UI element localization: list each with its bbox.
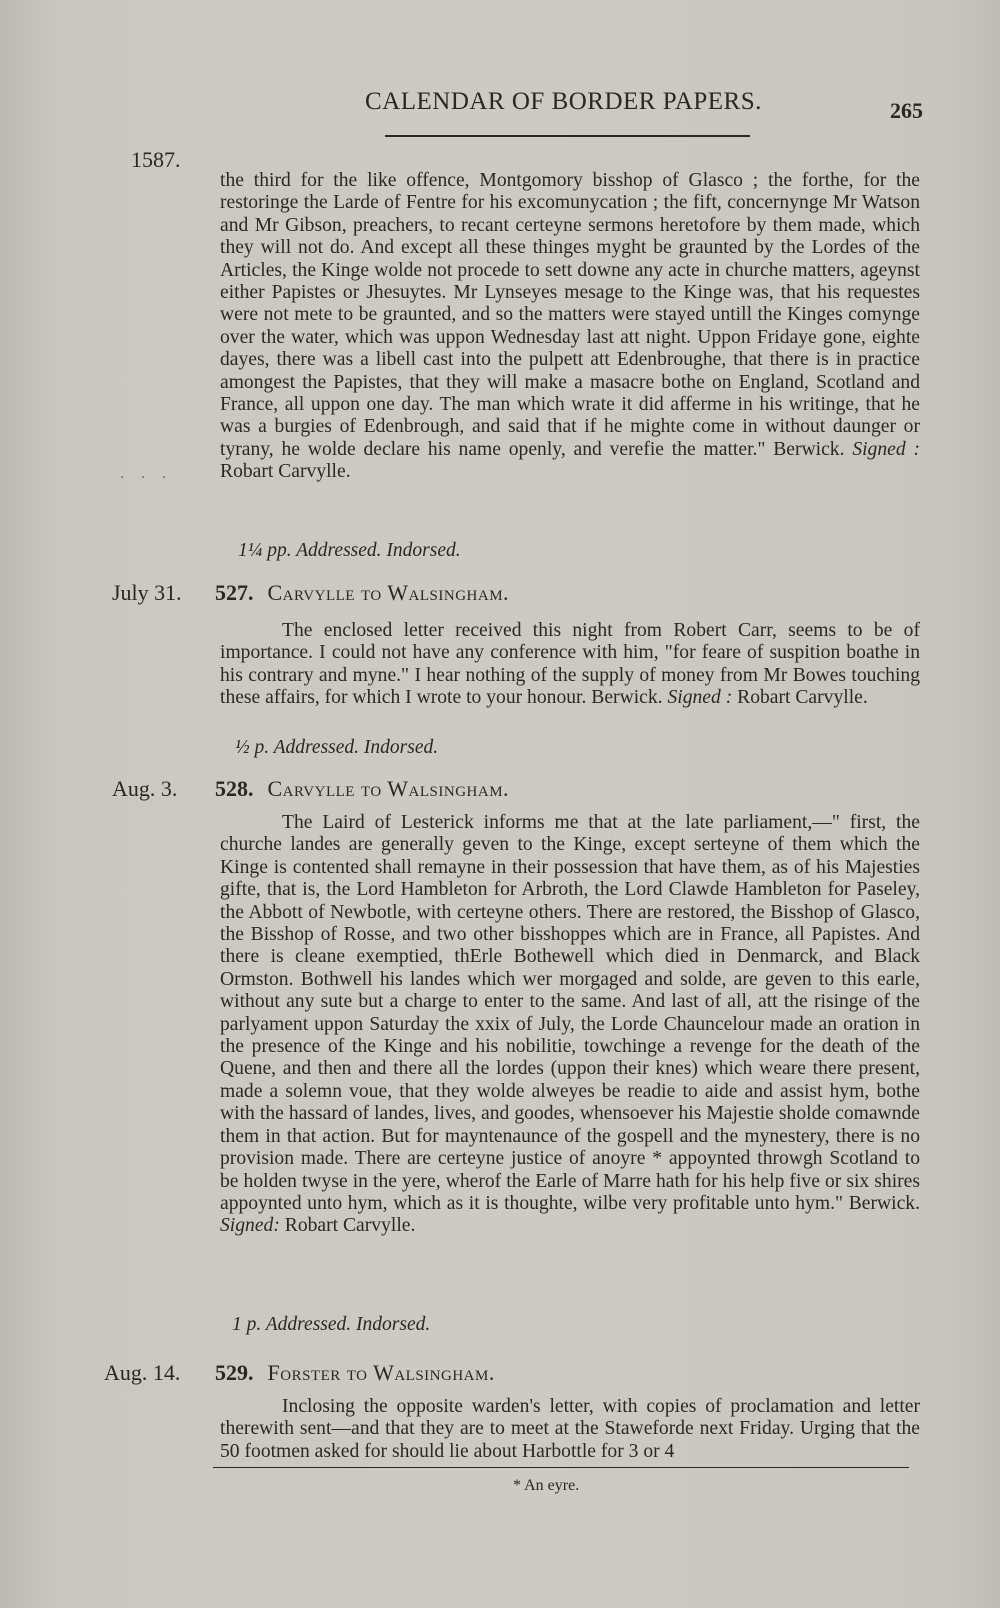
entry-date: July 31. — [112, 580, 182, 605]
entry-title: Carvylle to Walsingham. — [267, 580, 510, 605]
margin-year: 1587. — [131, 147, 181, 172]
entry-description: 1 p. Addressed. Indorsed. — [232, 1314, 431, 1335]
signed-label: Signed : — [667, 687, 733, 709]
running-head-title: CALENDAR OF BORDER PAPERS. — [365, 88, 762, 115]
entry-number: 527. — [215, 580, 254, 605]
entry-description: ½ p. Addressed. Indorsed. — [235, 737, 439, 758]
entry-body — [220, 620, 920, 710]
entry-title: Carvylle to Walsingham. — [267, 776, 510, 801]
header-rule — [385, 135, 750, 137]
signed-label: Signed : — [852, 438, 920, 460]
entry-number: 529. — [215, 1360, 254, 1385]
entry-text: The enclosed letter received this night from Robert Carr, seems to be of importance. I could not have any conference with him, "for feare of suspition boathe in his contrary and myne." I hear nothing of the supply of money from Mr Bowes touching these affairs, for which I wrote to your honour. Berwick. — [220, 620, 920, 709]
entry-number: 528. — [215, 776, 254, 801]
entry-heading — [215, 580, 509, 606]
footnote-rule — [213, 1467, 909, 1468]
entry-heading — [215, 776, 509, 802]
footnote: * An eyre. — [513, 1477, 580, 1494]
entry-text: The Laird of Lesterick informs me that at the late parliament,—" first, the churche landes are generally geven to the Kinge, except serteyne of them which the Kinge is contented shall remayne in their possession that have them, as of his Majesties gifte, that is, the Lord Hambleton for Arbroth, the Lord Clawde Hambleton for Paseley, the Abbott of Newbotle, with certeyne others. There are restored, the Bisshop of Glasco, the Bisshop of Rosse, and two other bisshoppes which are in France, all Papistes. And there is cleane exemptied, thErle Bothewell which died in Denmarck, and Black Ormston. Bothwell his landes which wer morgaged and solde, are geven to this earle, without any sute but a charge to enter to the same. And last of all, att the risinge of the parlyament uppon Saturday the xxix of July, the Lorde Chauncelour made an oration in the presence of the Kinge and his nobilitie, towchinge a revenge for the death of the Quene, and then and there all the lordes (uppon their knes) which weare there present, made a solemn voue, that they wolde alweyes be readie to aide and assist hym, bothe with the hassard of landes, lives, and goodes, whensoever his Majestie sholde comawnde them in that action. But for mayntenaunce of the gospell and the mynestery, there is no provision made. There are certeyne justice of anoyre * appoynted throwgh Scotland to be holden twyse in the yere, wherof the Earle of Marre hath for his help five or six shires appoynted unto hym, which as it is thoughte, wilbe very profitable unto hym." Berwick. — [220, 812, 920, 1214]
signer-name: Robart Carvylle. — [284, 1215, 416, 1237]
entry-text: Inclosing the opposite warden's letter, with copies of proclamation and letter therewith sent—and that they are to meet at the Staweforde next Friday. Urging that the 50 footmen asked for should lie about Harbottle for 3 or 4 — [220, 1396, 920, 1462]
continuation-paragraph — [220, 170, 920, 484]
entry-date: Aug. 3. — [112, 776, 178, 801]
signer-name: Robart Carvylle. — [737, 687, 868, 709]
signer-name: Robart Carvylle. — [220, 461, 351, 483]
margin-marks: · · · — [120, 470, 173, 486]
continuation-text: the third for the like offence, Montgomory bisshop of Glasco ; the forthe, for the restoringe the Larde of Fentre for his excomunycation ; the fift, concernynge Mr Watson and Mr Gibson, preachers, to recant certeyne sermons heretofore by them made, which they will not do. And except all these thinges myght be graunted by the Lordes of the Articles, the Kinge wolde not procede to sett downe any acte in churche matters, ageynst either Papistes or Jhesuytes. Mr Lynseyes mesage to the Kinge was, that his requestes were not mete to be graunted, and so the matters were stayed untill the Kinges comynge over the water, which was uppon Wednesday last att night. Uppon Fridaye gone, eighte dayes, there was a libell cast into the pulpett att Edenbroughe, that there is in practice amongest the Papistes, that they will make a masacre bothe on England, Scotland and France, all uppon one day. The man which wrate it did afferme in his writinge, that he was a burgies of Edenbrough, and said that if he mighte come in without daunger or tyrany, he wolde declare his name openly, and verefie the matter." Berwick. — [220, 170, 920, 460]
signed-label: Signed: — [220, 1215, 280, 1237]
entry-title: Forster to Walsingham. — [267, 1360, 495, 1385]
entry-date: Aug. 14. — [104, 1360, 181, 1385]
entry-body — [220, 1396, 920, 1463]
entry-body — [220, 812, 920, 1238]
continuation-description: 1¼ pp. Addressed. Indorsed. — [238, 540, 461, 561]
entry-heading — [215, 1360, 495, 1386]
page-number: 265 — [890, 98, 923, 123]
